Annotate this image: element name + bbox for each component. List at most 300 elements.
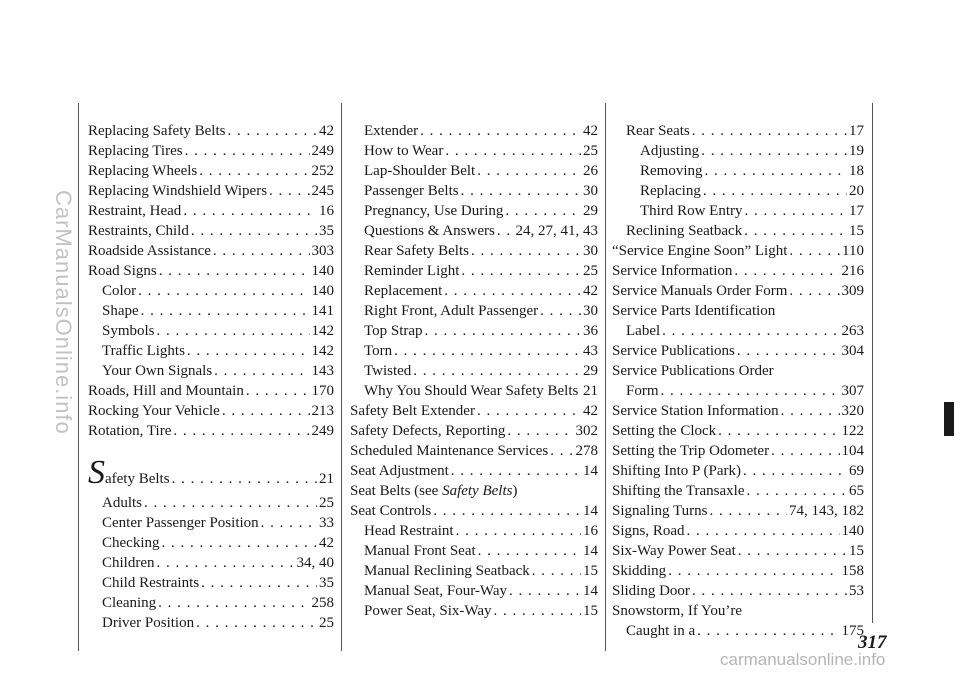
dot-leader [444, 281, 581, 301]
entry-label: Service Parts Identification [612, 303, 776, 319]
entry-label: Center Passenger Position [102, 515, 259, 531]
entry-text [350, 481, 517, 501]
entry-page-number: 30 [583, 303, 598, 319]
index-entry [350, 601, 598, 621]
dot-leader [173, 421, 309, 441]
entry-text [640, 141, 699, 161]
entry-text [88, 221, 189, 241]
entry-label: Adults [102, 495, 143, 511]
entry-label: Color [102, 283, 137, 299]
dot-leader [692, 581, 847, 601]
entry-page-number: 175 [841, 623, 864, 639]
dot-leader [789, 241, 840, 261]
entry-text [88, 141, 183, 161]
entry-label: Child Restraints [102, 575, 200, 591]
entry-text [350, 401, 475, 421]
column-divider-right [605, 103, 606, 651]
entry-page-number: 69 [849, 463, 864, 479]
entry-page-number: 35 [319, 575, 334, 591]
entry-text [102, 493, 142, 513]
index-entry [350, 361, 598, 381]
entry-page-number: 143 [311, 363, 334, 379]
entry-page-number: 26 [583, 163, 598, 179]
index-entry [88, 381, 334, 401]
dot-leader [505, 201, 581, 221]
entry-label: Top Strap [364, 323, 423, 339]
index-entry [612, 621, 864, 641]
index-column-3 [612, 121, 864, 641]
index-entry [88, 201, 334, 221]
entry-page-number: 19 [849, 143, 864, 159]
index-entry [350, 421, 598, 441]
dot-leader [261, 513, 317, 533]
dot-leader [509, 581, 581, 601]
entry-page-number: 34, 40 [296, 555, 334, 571]
entry-suffix: ) [512, 483, 518, 499]
index-entry [350, 261, 598, 281]
entry-label: Manual Reclining Seatback [364, 563, 530, 579]
dot-leader [172, 464, 317, 494]
index-entry [350, 581, 598, 601]
entry-page-number: 30 [583, 183, 598, 199]
index-entry [350, 321, 598, 341]
entry-page-number: 14 [583, 503, 598, 519]
entry-page-number: 249 [311, 423, 334, 439]
entry-label: Signaling Turns [612, 503, 708, 519]
dot-leader [771, 441, 839, 461]
index-entry [612, 421, 864, 441]
entry-text [102, 613, 194, 633]
index-entry [88, 421, 334, 441]
entry-label: Seat Adjustment [350, 463, 449, 479]
entry-label: Replacement [364, 283, 443, 299]
entry-text [626, 221, 742, 241]
entry-page-number: 15 [849, 223, 864, 239]
entry-text [364, 581, 507, 601]
entry-page-number: 302 [575, 423, 598, 439]
index-entry [88, 121, 334, 141]
dot-leader [734, 261, 839, 281]
entry-text [88, 241, 211, 261]
entry-label: How to Wear [364, 143, 444, 159]
entry-text [88, 181, 267, 201]
entry-label: Rotation, Tire [88, 423, 172, 439]
dot-leader [144, 493, 317, 513]
entry-label: Torn [364, 343, 393, 359]
entry-page-number: 25 [319, 495, 334, 511]
index-entry [88, 593, 334, 613]
entry-label: Cleaning [102, 595, 157, 611]
entry-text [612, 421, 716, 441]
index-entry [88, 141, 334, 161]
entry-label: Reminder Light [364, 263, 460, 279]
index-entry [612, 201, 864, 221]
dot-leader [185, 141, 310, 161]
entry-page-number: 43 [583, 343, 598, 359]
index-entry [88, 553, 334, 573]
dot-leader [213, 241, 310, 261]
entry-text [364, 601, 492, 621]
entry-page-number: 18 [849, 163, 864, 179]
entry-text [626, 381, 659, 401]
entry-page-number: 35 [319, 223, 334, 239]
entry-text [612, 501, 707, 521]
dot-leader [478, 541, 581, 561]
index-entry [350, 381, 598, 401]
index-entry [350, 521, 598, 541]
entry-page-number: 42 [583, 283, 598, 299]
entry-text [364, 281, 442, 301]
index-entry [88, 341, 334, 361]
drop-cap-letter: S [88, 454, 105, 491]
dot-leader [781, 401, 840, 421]
entry-page-number: 278 [575, 443, 598, 459]
entry-page-number: 42 [319, 123, 334, 139]
dot-leader [494, 601, 581, 621]
dot-leader [159, 261, 310, 281]
index-entry [350, 161, 598, 181]
entry-page-number: 15 [583, 603, 598, 619]
index-entry [612, 521, 864, 541]
index-entry [88, 361, 334, 381]
entry-page-number: 14 [583, 543, 598, 559]
entry-page-number: 65 [849, 483, 864, 499]
dot-leader [269, 181, 309, 201]
entry-text [640, 161, 703, 181]
dot-leader [540, 301, 581, 321]
entry-page-number: 16 [319, 203, 334, 219]
dot-leader [497, 221, 514, 241]
index-entry [350, 201, 598, 221]
entry-page-number: 15 [849, 543, 864, 559]
dot-leader [222, 401, 310, 421]
index-entry [88, 221, 334, 241]
entry-text [364, 241, 469, 261]
index-entry [350, 141, 598, 161]
entry-text [364, 321, 423, 341]
index-entry [350, 461, 598, 481]
entry-text [626, 621, 695, 641]
index-entry [350, 121, 598, 141]
entry-label: Pregnancy, Use During [364, 203, 504, 219]
index-entry [612, 241, 864, 261]
dot-leader [246, 381, 310, 401]
dot-leader [420, 121, 581, 141]
entry-label: Seat Controls [350, 503, 432, 519]
dot-leader [227, 121, 317, 141]
entry-text [640, 201, 743, 221]
dot-leader [158, 593, 309, 613]
side-watermark: CarManualsOnline.info [51, 190, 76, 435]
entry-label: Sliding Door [612, 583, 690, 599]
entry-label: Power Seat, Six-Way [364, 603, 492, 619]
entry-label: Six-Way Power Seat [612, 543, 736, 559]
entry-page-number: 15 [583, 563, 598, 579]
entry-text [364, 521, 454, 541]
dot-leader [425, 321, 581, 341]
column-divider-far-right [872, 103, 873, 623]
entry-label: Rear Safety Belts [364, 243, 469, 259]
entry-label: Shape [102, 303, 139, 319]
index-entry [350, 181, 598, 201]
entry-page-number: 141 [311, 303, 334, 319]
entry-text [612, 461, 741, 481]
index-entry [612, 121, 864, 141]
entry-page-number: 170 [311, 383, 334, 399]
entry-page-number: 304 [841, 343, 864, 359]
entry-text [102, 553, 155, 573]
entry-label: Safety Belt Extender [350, 403, 475, 419]
entry-text [612, 361, 774, 381]
entry-text [102, 281, 136, 301]
entry-page-number: 25 [583, 143, 598, 159]
entry-text [612, 281, 787, 301]
entry-label: Adjusting [640, 143, 700, 159]
entry-text [88, 401, 220, 421]
index-entry [350, 501, 598, 521]
entry-text [364, 201, 503, 221]
entry-page-number: 14 [583, 583, 598, 599]
entry-text [364, 381, 578, 401]
dot-leader [692, 121, 847, 141]
entry-page-number: 309 [841, 283, 864, 299]
dot-leader [157, 321, 310, 341]
index-entry [88, 161, 334, 181]
entry-label: Label [626, 323, 661, 339]
entry-label: Manual Front Seat [364, 543, 476, 559]
entry-label: Safety Defects, Reporting [350, 423, 506, 439]
entry-text [612, 441, 769, 461]
page-number: 317 [858, 632, 887, 653]
entry-label: Checking [102, 535, 160, 551]
entry-text [364, 221, 495, 241]
dot-leader [394, 341, 581, 361]
index-entry [612, 581, 864, 601]
entry-text [612, 561, 666, 581]
entry-text [102, 593, 156, 613]
entry-text [364, 261, 459, 281]
dot-leader [183, 201, 317, 221]
dot-leader [191, 221, 317, 241]
entry-label: Manual Seat, Four-Way [364, 583, 508, 599]
index-entry [612, 561, 864, 581]
index-entry [350, 241, 598, 261]
entry-label: Driver Position [102, 615, 195, 631]
entry-label: “Service Engine Soon” Light [612, 243, 788, 259]
entry-page-number: 142 [311, 323, 334, 339]
index-entry [350, 481, 598, 501]
index-entry [88, 321, 334, 341]
entry-page-number: 21 [583, 383, 598, 399]
entry-label: Rear Seats [626, 123, 690, 139]
entry-page-number: 17 [849, 203, 864, 219]
entry-page-number: 252 [311, 163, 334, 179]
index-entry [350, 221, 598, 241]
entry-text [364, 121, 418, 141]
index-entry [88, 181, 334, 201]
entry-text [102, 341, 185, 361]
entry-label: Third Row Entry [640, 203, 743, 219]
dot-leader [687, 521, 840, 541]
index-entry [88, 513, 334, 533]
entry-page-number: 20 [849, 183, 864, 199]
index-entry [612, 261, 864, 281]
entry-page-number: 140 [311, 283, 334, 299]
dot-leader [162, 533, 318, 553]
index-entry [88, 261, 334, 281]
entry-label: Replacing Tires [88, 143, 183, 159]
entry-label: Roadside Assistance [88, 243, 211, 259]
entry-label: Twisted [364, 363, 412, 379]
entry-page-number: 142 [311, 343, 334, 359]
index-entry [350, 541, 598, 561]
entry-label: Caught in a [626, 623, 696, 639]
entry-page-number: 74, 143, 182 [789, 503, 864, 519]
entry-italic-reference: Safety Belts [442, 483, 513, 499]
index-column-1 [88, 121, 334, 633]
entry-label: Service Station Information [612, 403, 779, 419]
dot-leader [705, 161, 848, 181]
dot-leader [196, 613, 317, 633]
index-entry [350, 401, 598, 421]
entry-label: Extender [364, 123, 419, 139]
entry-page-number: 14 [583, 463, 598, 479]
entry-text [612, 241, 787, 261]
index-entry [88, 301, 334, 321]
index-entry [350, 561, 598, 581]
entry-label: Questions & Answers [364, 223, 495, 239]
dot-leader [532, 561, 581, 581]
entry-label: Service Manuals Order Form [612, 283, 788, 299]
index-entry [88, 281, 334, 301]
entry-text [364, 181, 459, 201]
dot-leader [703, 181, 847, 201]
dot-leader [138, 281, 309, 301]
entry-label: Lap-Shoulder Belt [364, 163, 476, 179]
index-entry [612, 161, 864, 181]
entry-label: Symbols [102, 323, 155, 339]
index-entry [612, 141, 864, 161]
entry-text [88, 161, 197, 181]
dot-leader [738, 541, 847, 561]
index-entry [350, 341, 598, 361]
entry-label: Head Restraint [364, 523, 454, 539]
entry-label: Children [102, 555, 155, 571]
dot-leader [477, 161, 581, 181]
entry-text [640, 181, 701, 201]
entry-label: Replacing [640, 183, 701, 199]
dot-leader [550, 441, 573, 461]
index-entry [612, 281, 864, 301]
index-entry [612, 501, 864, 521]
entry-page-number: 245 [311, 183, 334, 199]
dot-leader [461, 261, 581, 281]
dot-leader [743, 461, 847, 481]
entry-text [612, 401, 779, 421]
entry-label: Setting the Clock [612, 423, 717, 439]
entry-label: Service Publications Order [612, 363, 774, 379]
entry-page-number: 158 [841, 563, 864, 579]
entry-text [612, 581, 690, 601]
index-entry [612, 441, 864, 461]
index-entry [350, 441, 598, 461]
dot-leader [697, 621, 839, 641]
dot-leader [709, 501, 787, 521]
entry-page-number: 122 [841, 423, 864, 439]
entry-label: Why You Should Wear Safety Belts [364, 383, 579, 399]
entry-page-number: 29 [583, 363, 598, 379]
index-entry [88, 573, 334, 593]
dot-leader [747, 481, 847, 501]
entry-text [626, 121, 690, 141]
index-entry [612, 221, 864, 241]
dot-leader [668, 561, 839, 581]
index-entry [88, 241, 334, 261]
entry-text [612, 341, 735, 361]
entry-page-number: 17 [849, 123, 864, 139]
index-entry [88, 493, 334, 513]
dot-leader [461, 181, 581, 201]
entry-text [612, 601, 742, 621]
entry-text [350, 501, 431, 521]
entry-text [364, 141, 443, 161]
entry-text [88, 421, 171, 441]
entry-text [364, 541, 476, 561]
dot-leader [157, 553, 295, 573]
entry-text [88, 201, 181, 221]
entry-label: Traffic Lights [102, 343, 185, 359]
entry-text [102, 301, 139, 321]
bottom-watermark: carmanualsonline.info [720, 650, 886, 669]
entry-label: Road Signs [88, 263, 157, 279]
dot-leader [456, 521, 581, 541]
entry-label: Shifting Into P (Park) [612, 463, 742, 479]
entry-label: Setting the Trip Odometer [612, 443, 770, 459]
dot-leader [745, 201, 848, 221]
entry-label: Service Publications [612, 343, 735, 359]
entry-text [102, 533, 160, 553]
dot-leader [507, 421, 573, 441]
dot-leader [201, 573, 317, 593]
index-entry [612, 401, 864, 421]
entry-text [364, 561, 530, 581]
section-tab-marker [944, 402, 954, 436]
dot-leader [471, 241, 581, 261]
column-divider-left [78, 103, 79, 651]
entry-text [102, 513, 259, 533]
entry-label: Form [626, 383, 659, 399]
entry-page-number: 25 [583, 263, 598, 279]
entry-label: Passenger Belts [364, 183, 459, 199]
index-entry [612, 181, 864, 201]
entry-page-number: 36 [583, 323, 598, 339]
entry-text [612, 261, 732, 281]
entry-page-number: 213 [311, 403, 334, 419]
entry-page-number: 140 [841, 523, 864, 539]
entry-label: Signs, Road [612, 523, 685, 539]
index-entry [88, 533, 334, 553]
entry-page-number: 249 [311, 143, 334, 159]
entry-text [88, 261, 157, 281]
entry-page-number: 42 [319, 535, 334, 551]
entry-label: Snowstorm, If You’re [612, 603, 743, 619]
entry-page-number: 307 [841, 383, 864, 399]
dot-leader [433, 501, 581, 521]
index-entry [88, 613, 334, 633]
index-entry [350, 281, 598, 301]
entry-page-number: 140 [311, 263, 334, 279]
entry-page-number: 303 [311, 243, 334, 259]
